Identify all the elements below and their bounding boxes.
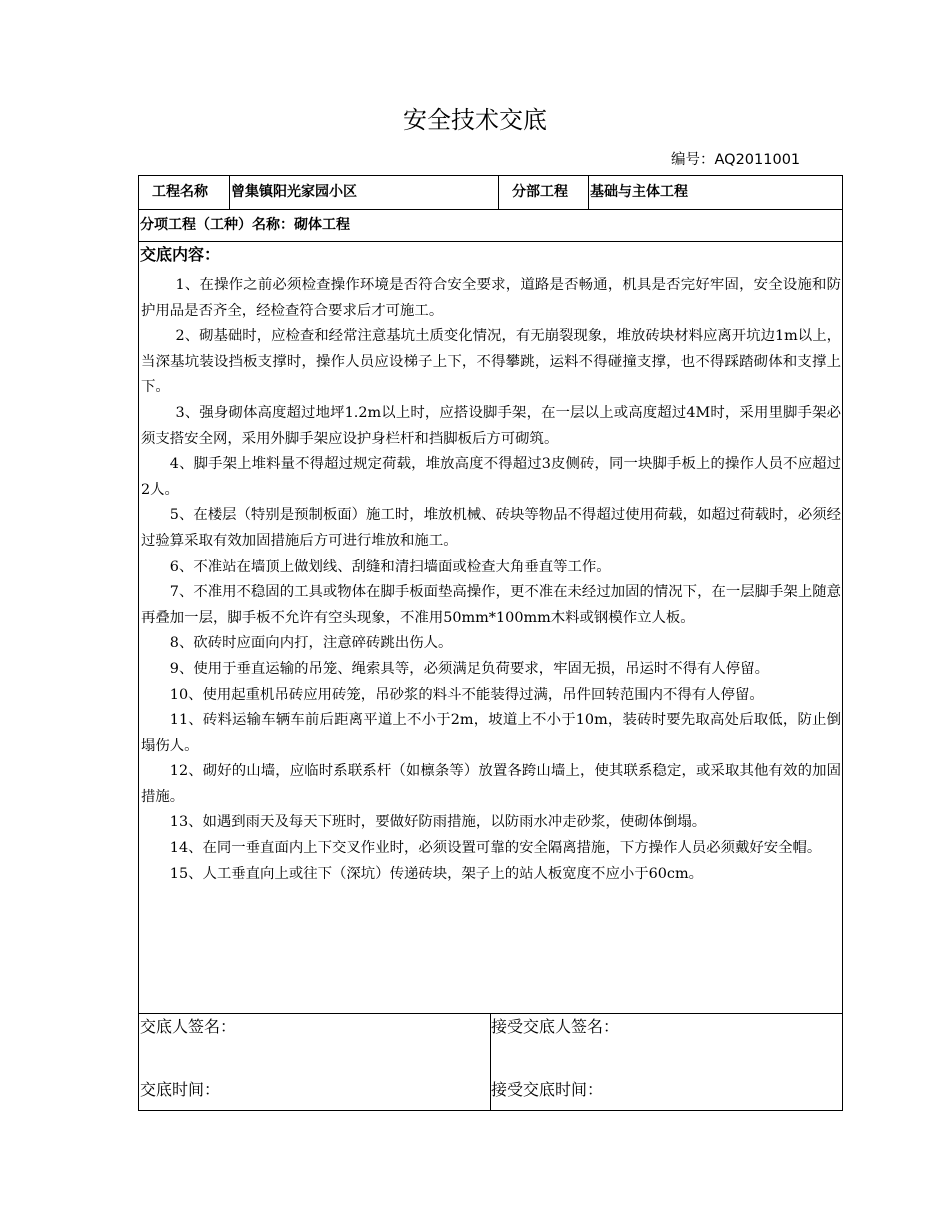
list-item: 7、不准用不稳固的工具或物体在脚手板面垫高操作，更不准在未经过加固的情况下，在一层脚手架上随意再叠加一层，脚手板不允许有空头现象，不准用50mm*100mm木料或钢模作立人板。 <box>141 584 841 626</box>
list-item: 13、如遇到雨天及每天下班时，要做好防雨措施，以防雨水冲走砂浆，使砌体倒塌。 <box>169 814 707 831</box>
list-item: 3、强身砌体高度超过地坪1.2m以上时，应搭设脚手架，在一层以上或高度超过4M时，采用里脚手架必须支搭安全网，采用外脚手架应设护身栏杆和挡脚板后方可砌筑。 <box>141 404 841 447</box>
list-item: 1、在操作之前必须检查操作环境是否符合安全要求，道路是否畅通，机具是否完好牢固，安全设施和防护用品是否齐全，经检查符合要求后才可施工。 <box>141 277 841 319</box>
giver-time-label: 交底时间： <box>140 1080 221 1099</box>
list-item: 8、砍砖时应面向内打，注意碎砖跳出伤人。 <box>169 635 453 652</box>
division-label: 分部工程 <box>512 184 568 200</box>
division-value: 基础与主体工程 <box>590 184 688 200</box>
list-item: 14、在同一垂直面内上下交叉作业时，必须设置可靠的安全隔离措施，下方操作人员必须戴好安全帽。 <box>169 840 822 857</box>
list-item: 9、使用于垂直运输的吊笼、绳索具等，必须满足负荷要求，牢固无损，吊运时不得有人停留。 <box>169 660 769 677</box>
list-item: 5、在楼层（特别是预制板面）施工时，堆放机械、砖块等物品不得超过使用荷载，如超过荷载时，必须经过验算采取有效加固措施后方可进行堆放和施工。 <box>141 507 841 549</box>
list-item: 15、人工垂直向上或往下（深坑）传递砖块，架子上的站人板宽度不应小于60cm。 <box>169 865 704 882</box>
list-item: 11、砖料运输车辆车前后距离平道上不小于2m，坡道上不小于10m，装砖时要先取高处后取低，防止倒塌伤人。 <box>141 712 841 754</box>
list-item: 2、砌基础时，应检查和经常注意基坑土质变化情况，有无崩裂现象，堆放砖块材料应离开坑边1m以上，当深基坑装设挡板支撑时，操作人员应设梯子上下，不得攀跳，运料不得碰撞支撑，也不得踩踏砌体和支撑上下。 <box>141 328 841 396</box>
divider <box>229 176 230 209</box>
list-item: 12、砌好的山墙，应临时系联系杆（如檩条等）放置各跨山墙上，使其联系稳定，或采取其他有效的加固措施。 <box>141 763 841 805</box>
disclosure-form <box>138 175 843 1111</box>
content-heading: 交底内容： <box>140 245 221 264</box>
document-number: 编号：AQ2011001 <box>671 152 801 168</box>
project-name-value: 曾集镇阳光家园小区 <box>231 184 357 200</box>
subitem-name: 分项工程（工种）名称：砌体工程 <box>140 217 350 233</box>
divider <box>588 176 589 209</box>
receiver-time-label: 接受交底时间： <box>491 1080 604 1099</box>
content-body <box>141 273 841 887</box>
project-name-label: 工程名称 <box>152 184 208 200</box>
list-item: 6、不准站在墙顶上做划线、刮缝和清扫墙面或检查大角垂直等工作。 <box>169 558 611 575</box>
divider <box>139 241 842 242</box>
receiver-signature-label: 接受交底人签名： <box>491 1017 620 1036</box>
list-item: 10、使用起重机吊砖应用砖笼，吊砂浆的料斗不能装得过满，吊件回转范围内不得有人停留。 <box>169 686 764 703</box>
page-title: 安全技术交底 <box>403 106 547 134</box>
divider <box>498 176 499 209</box>
list-item: 4、脚手架上堆料量不得超过规定荷载，堆放高度不得超过3皮侧砖，同一块脚手板上的操作人员不应超过2人。 <box>141 456 841 498</box>
giver-signature-label: 交底人签名： <box>140 1017 237 1036</box>
